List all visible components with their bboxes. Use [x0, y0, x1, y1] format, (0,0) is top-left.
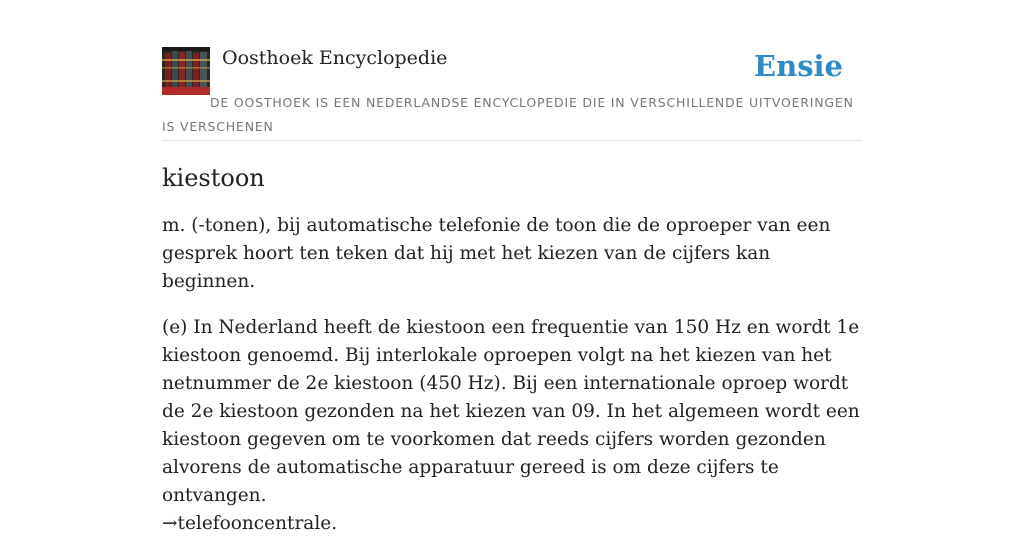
- site-name[interactable]: Oosthoek Encyclopedie: [222, 47, 448, 69]
- encyclopedia-books-image: [162, 47, 210, 95]
- see-also-link[interactable]: telefooncentrale: [177, 513, 332, 534]
- site-header: [162, 46, 862, 141]
- encyclopedia-books-icon[interactable]: [162, 47, 210, 95]
- article: [162, 160, 862, 538]
- article-paragraph-details: [162, 314, 862, 538]
- see-also-period: .: [331, 513, 338, 534]
- see-also-arrow: →: [162, 513, 178, 534]
- article-paragraph-details-text: (e) In Nederland heeft de kiestoon een frequentie van 150 Hz en wordt 1e kiestoon genoemd. Bij interlokale oproepen volgt na het kiezen van het netnummer de 2e kiestoon (450 Hz). Bij een internationale oproep wordt de 2e kiestoon gezonden na het kiezen van 09. In het algemeen wordt een kiestoon gegeven om te voorkomen dat reeds cijfers worden gezonden alvorens de automatische apparatuur gereed is om deze cijfers te ontvangen.: [162, 317, 860, 506]
- brand-logo[interactable]: Ensie: [754, 49, 843, 83]
- article-paragraph-definition: m. (-tonen), bij automatische telefonie de toon die de oproeper van een gesprek hoort ten teken dat hij met het kiezen van de cijfers kan beginnen.: [162, 215, 831, 292]
- site-description: DE OOSTHOEK IS EEN NEDERLANDSE ENCYCLOPEDIE DIE IN VERSCHILLENDE UITVOERINGEN IS VERSCHENEN: [162, 95, 854, 134]
- article-title: kiestoon: [162, 164, 265, 192]
